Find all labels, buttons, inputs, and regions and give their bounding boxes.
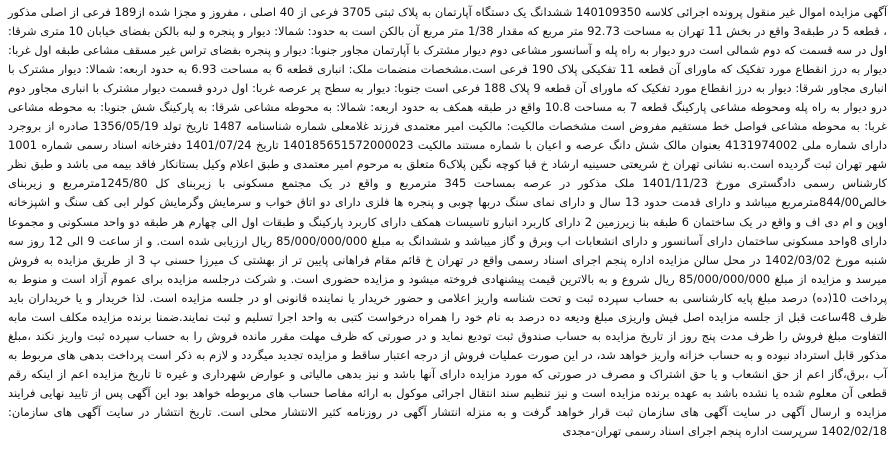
auction-notice-text: آگهی مزایده اموال غیر منقول پرونده اجرائی کلاسه 140109350 ششدانگ یک دستگاه آپارتمان به پلاک ثبتی 3705 فرعی از 40 اصلی ، مفروز و مجزا شده از189 فرعی از اصلی مذکور ، قطعه 5 در طبقه3 واقع در بخش 11 تهران به مساحت 92.73 متر مربع که مقدار 1/38 متر مربع آن بالکن است به حدود: شمالا: دیوار و پنجره و لبه بالکن بفضای خیابان 10 متری شرقا: اول در سه قسمت که دوم شمالی است درو دیوار به راه پله و آسانسور مشاعی دوم دیوار مشترک با آپارتمان مجاور جنوبا: دیوار و پنجره بفضای تراس غیر مسقف مشاعی طبقه اول غربا: دیوار به درز انقطاع مورد تفکیک که ماورای آن قطعه 11 تفکیکی پلاک 190 فرعی است.مشخصات منضمات ملک: انباری قطعه 6 به مساحت 6.93 به حدود اربعه: شمالا: دیوار مشترک با انباری مجاور شرقا: دیوار به درز انقطاع مورد تفکیک که ماورای آن قطعه 9 پلاک 188 فرعی است جنوبا: دیوار به سطح پر عرصه غربا: اول دردو قسمت دیوار مشترک با انباری مجاور دوم درو دیوار به راه پله ومحوطه مشاعی پارکینگ قطعه 7 به مساحت 10.8 واقع در طبقه همکف به حدود اربعه: شمالا: به محوطه مشاعی شرقا: به پارکینگ شش جنوبا: به محوطه مشاعی غربا: به محوطه مشاعی فواصل خط مستقیم مفروض است مشخصات مالکیت: مالکیت امیر معتمدی فرزند غلامعلی شماره شناسنامه 1487 تاریخ تولد 1356/05/19 صادره از بروجرد دارای شماره ملی 4131974002 بعنوان مالک شش دانگ عرصه و اعیان با شماره مستند مالکیت 140185651572000023 تاریخ 1401/07/24 دفترخانه اسناد رسمی شماره 1001 شهر تهران ثبت گردیده است.به نشانی تهران خ شریعتی حسینیه ارشاد خ قبا کوچه نگین پلاک6 متعلق به مرحوم امیر معتمدی و طبق اعلام وکیل بستانکار فاقد بیمه می باشد و طبق نظر کارشناس رسمی دادگستری مورخ 1401/11/23 ملک مذکور در عرصه بمساحت 345 مترمربع و واقع در یک مجتمع مسکونی با زیربنای کل 1245/80مترمربع و زیربنای خالص844/00مترمربع میباشد و دارای قدمت حدود 13 سال و دارای نمای سنگ دربها چوبی و پنجره ها فلزی دارای دو اتاق خواب و سرمایش وگرمایش کولر ابی کف سنگ و اشپزخانه اوپن و ام دی اف و واقع در یک ساختمان 6 طبقه بنا زیرزمین 2 دارای کاربرد انبارو تاسیسات همکف دارای کاربرد پارکینگ و طبقات اول الی چهارم هر طبقه دو واحد مسکونی و مجموعا دارای 8واحد مسکونی ساختمان دارای آسانسور و دارای انشعابات اب وبرق و گاز میباشد و ششدانگ به مبلغ 85/000/000/000 ریال ارزیابی شده است. و از ساعت 9 الی 12 روز سه شنبه مورخ 1402/03/02 در محل سالن مزایده اداره پنجم اجرای اسناد رسمی واقع در تهران خ قائم مقام فراهانی پایین تر از بهشتی ک میرزا حسنی پ 3 از طریق مزایده به فروش میرسد و مزایده از مبلغ 85/000/000/000 ریال شروع و به بالاترین قیمت پیشنهادی فروخته میشود و مزایده حضوری است. و شرکت درجلسه مزایده برای عموم آزاد است و منوط به پرداخت 10(ده) درصد مبلغ پایه کارشناسی به حساب سپرده ثبت و تحت شناسه واریز اعلامی و حضور خریدار یا نماینده قانونی او در جلسه مزایده است. لذا خریدار و یا خریداران باید ظرف 48ساعت قبل از جلسه مزایده اصل فیش واریزی مبلغ ودیعه ده درصد به نام خود را همراه درخواست کتبی به واحد اجرا تسلیم و ثبت نمایند.ضمنا برنده مزایده مکلف است مابه التفاوت مبلغ فروش را ظرف مدت پنج روز از تاریخ مزایده به حساب صندوق ثبت تودیع نماید و در صورتی که ظرف مهلت مقرر مانده فروش را به حساب سپرده ثبت واریز نکند ،مبلغ مذکور قابل استرداد نبوده و به حساب خزانه واریز خواهد شد، در این صورت عملیات فروش از درجه اعتبار ساقط و مزایده تجدید میگردد و لازم به ذکر است پرداخت بدهی های مربوط به آب ،برق،گاز اعم از حق انشعاب و یا حق اشتراک و مصرف در صورتی که مورد مزایده دارای آنها باشد و نیز بدهی مالیاتی و عوارض شهرداری و غیره تا تاریخ مزایده اعم از اینکه رقم قطعی آن معلوم شده یا نشده باشد به عهده برنده مزایده است و نیز تنظیم سند انتقال اجرائی موکول به ارائه مفاصا حساب های مربوطه خواهد بود این آگهی پس از تایید نهایی فرایند مزایده و ارسال آگهی در سایت آگهی های سازمان ثبت قرار خواهد گرفت و به منزله انتشار آگهی در روزنامه کثیر الانتشار محلی است. تاریخ انتشار در سایت آگهی های سازمان: 1402/02/18 سرپرست اداره پنجم اجرای اسناد رسمی تهران-مجدی <box>8 5 888 439</box>
